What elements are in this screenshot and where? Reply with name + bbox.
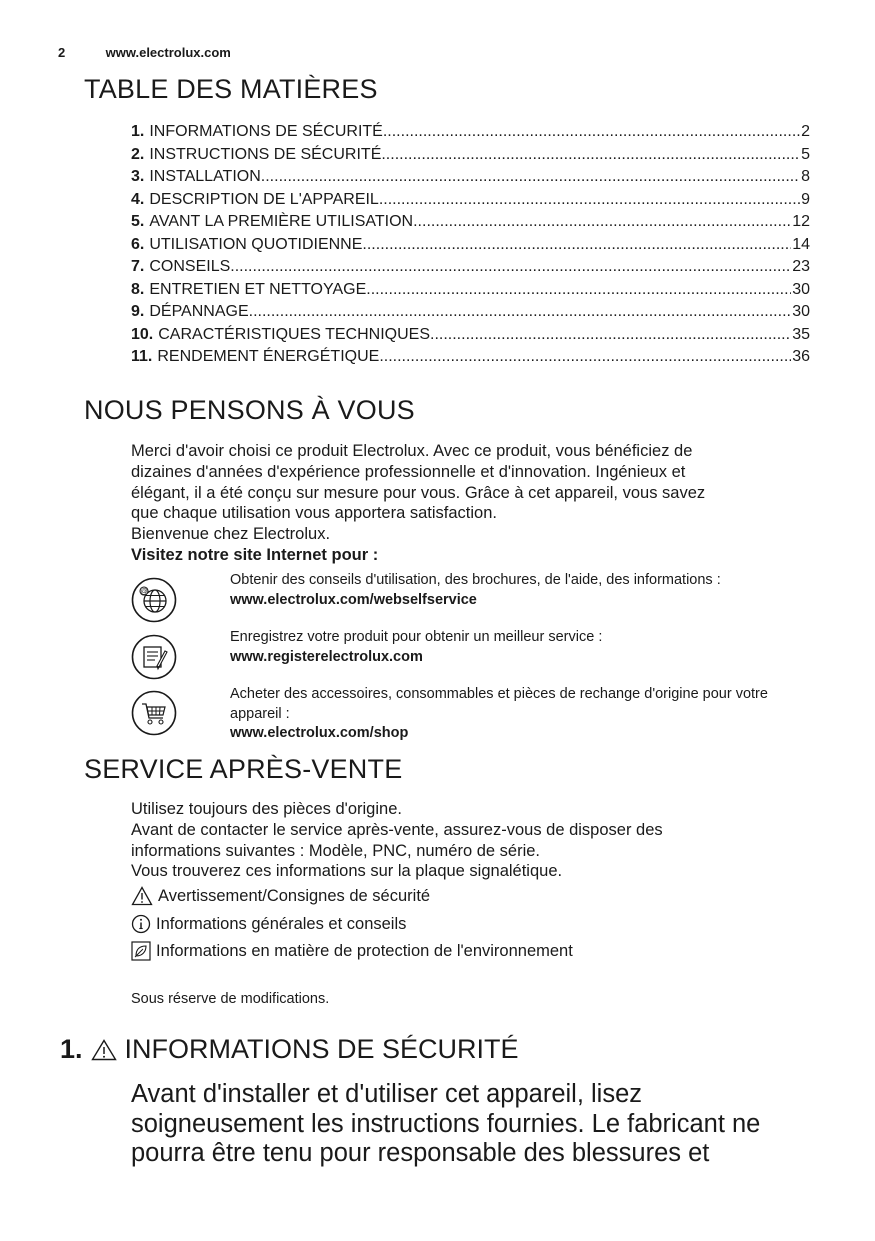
toc-dot-leader — [261, 168, 800, 186]
toc-entry[interactable] — [131, 146, 810, 169]
service-text: Obtenir des conseils d'utilisation, des brochures, de l'aide, des informations : — [230, 572, 721, 588]
toc-dot-leader — [230, 258, 791, 276]
legend-text: Informations générales et conseils — [156, 914, 407, 933]
service-line: informations suivantes : Modèle, PNC, numéro de série. — [131, 841, 541, 860]
service-shop-info — [230, 685, 820, 744]
toc-dot-leader — [413, 213, 791, 231]
toc-entry[interactable] — [131, 236, 810, 259]
legend-environment — [131, 941, 573, 961]
toc-entry-label: CARACTÉRISTIQUES TECHNIQUES — [158, 325, 430, 343]
toc-entry[interactable] — [131, 281, 810, 304]
toc-entry-number: 6. — [131, 235, 145, 253]
intro-line: pourra être tenu pour responsable des blessures et — [131, 1139, 710, 1167]
toc-entry[interactable] — [131, 168, 810, 191]
table-of-contents — [131, 123, 810, 371]
welcome-paragraph — [131, 441, 811, 566]
toc-title: TABLE DES MATIÈRES — [84, 74, 378, 104]
legend-text: Informations en matière de protection de l'environnement — [156, 941, 573, 960]
service-url[interactable]: www.registerelectrolux.com — [230, 648, 423, 665]
toc-entry-page: 35 — [792, 325, 810, 343]
shopping-cart-icon — [131, 690, 177, 736]
warning-triangle-icon — [91, 1039, 117, 1061]
page-header — [58, 45, 231, 60]
visit-label: Visitez notre site Internet pour : — [131, 545, 379, 564]
welcome-title: NOUS PENSONS À VOUS — [84, 395, 415, 425]
service-url[interactable]: www.electrolux.com/webselfservice — [230, 591, 477, 608]
toc-entry-number: 8. — [131, 280, 145, 298]
toc-entry-number: 5. — [131, 213, 145, 230]
toc-entry-number: 9. — [131, 303, 145, 320]
welcome-line: Bienvenue chez Electrolux. — [131, 525, 331, 544]
svg-text:@: @ — [140, 588, 148, 596]
chapter-number: 1. — [60, 1034, 83, 1064]
toc-entry-label: AVANT LA PREMIÈRE UTILISATION — [149, 213, 414, 230]
service-text: Acheter des accessoires, consommables et pièces de rechange d'origine pour votre appareil : — [230, 686, 768, 722]
toc-entry[interactable] — [131, 326, 810, 349]
toc-entry-page: 30 — [792, 303, 810, 320]
service-web-info — [230, 571, 820, 610]
toc-entry[interactable] — [131, 348, 810, 371]
toc-dot-leader — [383, 123, 800, 141]
toc-entry[interactable] — [131, 191, 810, 214]
toc-entry-label: INSTRUCTIONS DE SÉCURITÉ — [149, 145, 382, 163]
welcome-line: que chaque utilisation vous apportera satisfaction. — [131, 504, 497, 523]
toc-entry-page: 8 — [801, 168, 810, 185]
service-register-info — [230, 628, 820, 667]
toc-entry-label: INFORMATIONS DE SÉCURITÉ — [149, 123, 383, 140]
toc-entry-number: 4. — [131, 190, 145, 208]
warning-triangle-icon — [131, 886, 153, 906]
toc-entry[interactable] — [131, 213, 810, 236]
toc-dot-leader — [430, 326, 791, 344]
toc-entry-number: 2. — [131, 145, 145, 163]
legend-warning — [131, 886, 430, 906]
toc-entry[interactable] — [131, 303, 810, 326]
service-line: Vous trouverez ces informations sur la plaque signalétique. — [131, 862, 563, 881]
register-notepad-icon — [131, 634, 177, 680]
toc-entry-number: 1. — [131, 123, 145, 140]
welcome-line: Merci d'avoir choisi ce produit Electrolux. Avec ce produit, vous bénéficiez de — [131, 442, 693, 460]
toc-entry-number: 11. — [131, 348, 153, 365]
toc-entry-number: 7. — [131, 258, 145, 275]
toc-entry-page: 14 — [792, 235, 810, 253]
toc-dot-leader — [362, 236, 791, 254]
service-line: Utilisez toujours des pièces d'origine. — [131, 800, 402, 818]
welcome-line: dizaines d'années d'expérience professionnelle et d'innovation. Ingénieux et — [131, 462, 686, 481]
toc-entry-page: 23 — [792, 258, 810, 275]
service-title: SERVICE APRÈS-VENTE — [84, 754, 403, 784]
toc-dot-leader — [366, 281, 791, 299]
toc-dot-leader — [379, 348, 791, 366]
toc-entry-label: UTILISATION QUOTIDIENNE — [149, 235, 363, 253]
toc-entry-page: 36 — [792, 348, 810, 365]
toc-entry-label: DÉPANNAGE — [149, 303, 249, 320]
service-paragraph — [131, 799, 811, 882]
service-url[interactable]: www.electrolux.com/shop — [230, 725, 409, 741]
info-circle-icon — [131, 914, 151, 934]
intro-line: soigneusement les instructions fournies. Le fabricant ne — [131, 1109, 761, 1138]
modification-note: Sous réserve de modifications. — [131, 991, 330, 1007]
environment-leaf-icon — [131, 941, 151, 961]
toc-entry-label: RENDEMENT ÉNERGÉTIQUE — [157, 348, 380, 365]
toc-entry-label: INSTALLATION — [149, 168, 261, 185]
toc-dot-leader — [249, 303, 792, 321]
toc-entry-page: 5 — [801, 145, 810, 163]
welcome-line: élégant, il a été conçu sur mesure pour vous. Grâce à cet appareil, vous savez — [131, 483, 706, 502]
web-globe-icon — [131, 577, 177, 623]
chapter-title-text: INFORMATIONS DE SÉCURITÉ — [124, 1034, 519, 1064]
toc-dot-leader — [379, 191, 800, 209]
header-website[interactable]: www.electrolux.com — [105, 45, 231, 60]
service-line: Avant de contacter le service après-vente, assurez-vous de disposer des — [131, 820, 663, 839]
toc-entry-page: 2 — [801, 123, 810, 140]
intro-line: Avant d'installer et d'utiliser cet appareil, lisez — [131, 1080, 643, 1108]
legend-text: Avertissement/Consignes de sécurité — [158, 886, 431, 905]
toc-entry-number: 3. — [131, 168, 145, 185]
chapter-1-title — [60, 1034, 519, 1065]
toc-entry-number: 10. — [131, 325, 154, 343]
toc-entry-label: ENTRETIEN ET NETTOYAGE — [149, 280, 367, 298]
toc-entry-label: DESCRIPTION DE L'APPAREIL — [149, 190, 379, 208]
service-text: Enregistrez votre produit pour obtenir un meilleur service : — [230, 629, 603, 645]
page-number: 2 — [58, 45, 66, 60]
toc-entry[interactable] — [131, 258, 810, 281]
toc-entry-page: 9 — [801, 190, 810, 208]
chapter-1-intro — [131, 1080, 831, 1169]
toc-entry-page: 12 — [792, 213, 810, 230]
toc-entry[interactable] — [131, 123, 810, 146]
legend-info — [131, 914, 406, 934]
toc-dot-leader — [381, 146, 800, 164]
toc-entry-label: CONSEILS — [149, 258, 231, 275]
toc-entry-page: 30 — [792, 280, 810, 298]
